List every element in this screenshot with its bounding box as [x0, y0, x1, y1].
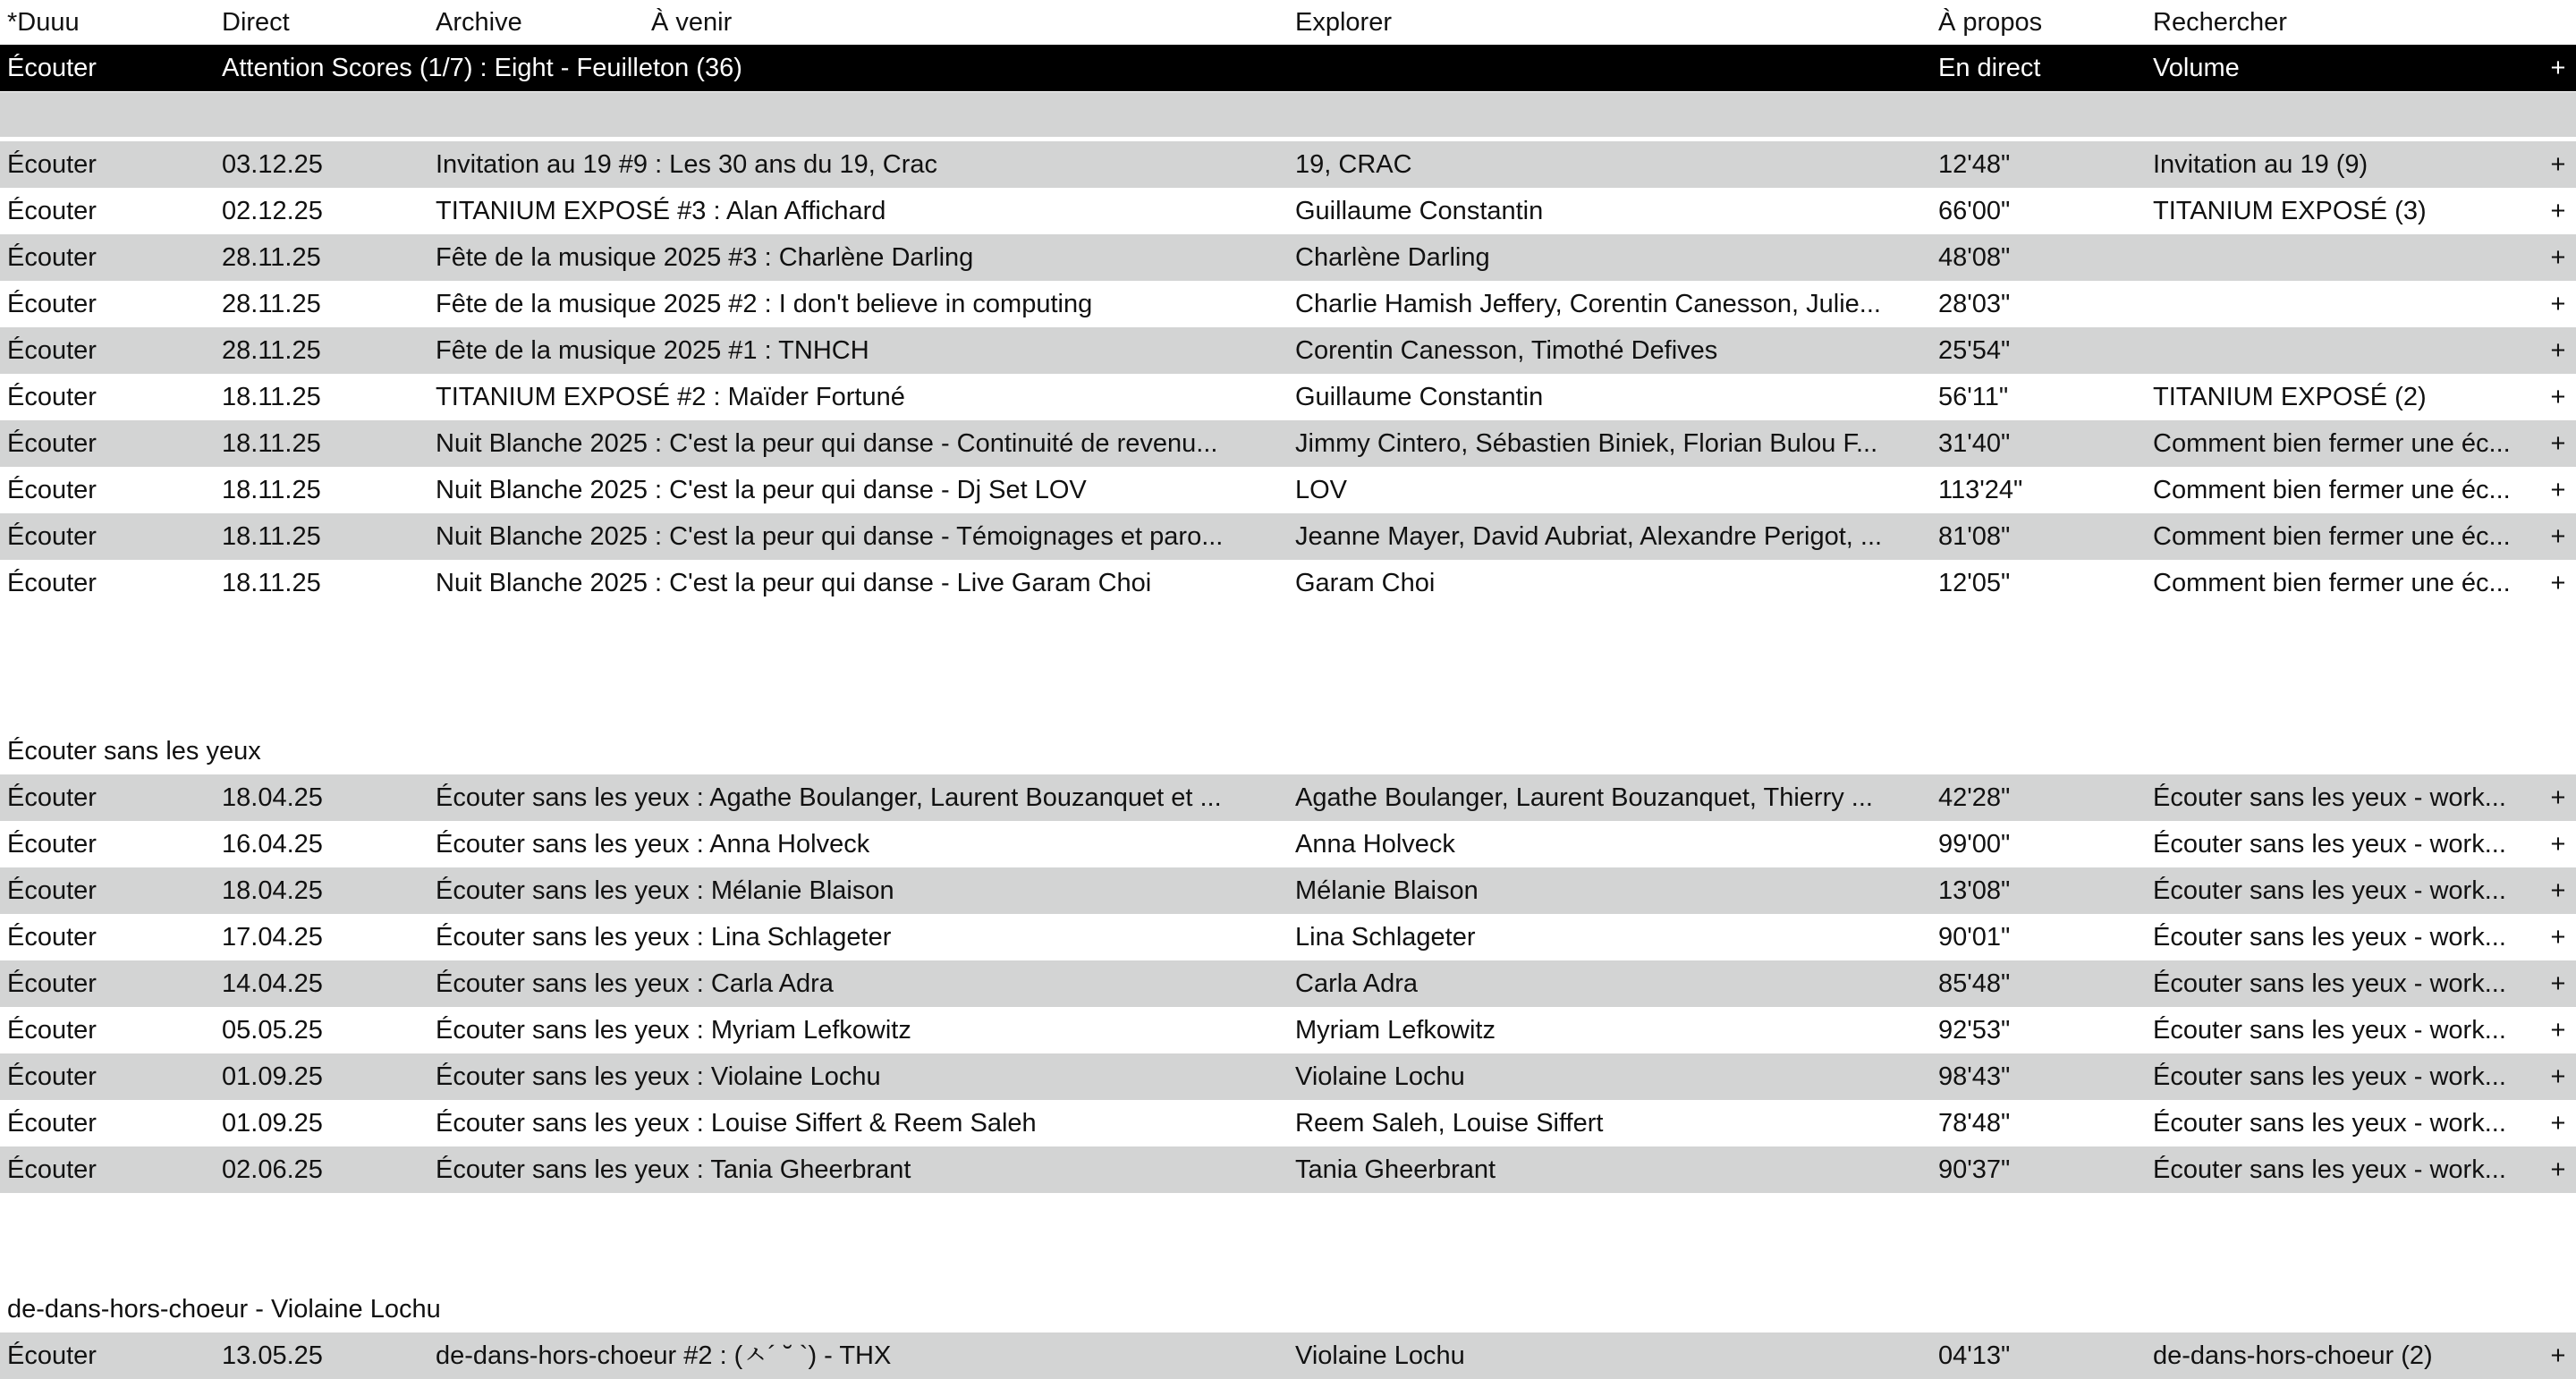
- episode-series[interactable]: de-dans-hors-choeur (2): [2153, 1341, 2433, 1370]
- table-row: [0, 374, 2576, 420]
- listen-button[interactable]: Écouter: [7, 243, 97, 272]
- episode-series[interactable]: Écouter sans les yeux - work...: [2153, 1062, 2506, 1091]
- episode-duration: 92'53": [1938, 1016, 2011, 1045]
- table-row: [0, 1146, 2576, 1193]
- add-button[interactable]: +: [2550, 150, 2566, 179]
- episode-duration: 48'08": [1938, 243, 2011, 272]
- episode-title[interactable]: Écouter sans les yeux : Agathe Boulanger, Laurent Bouzanquet et ...: [436, 783, 1222, 812]
- listen-button[interactable]: Écouter: [7, 1016, 97, 1045]
- episode-duration: 90'37": [1938, 1155, 2011, 1184]
- add-button[interactable]: +: [2550, 876, 2566, 905]
- listen-button[interactable]: Écouter: [7, 923, 97, 952]
- episode-date: 03.12.25: [222, 150, 323, 179]
- episode-duration: 85'48": [1938, 969, 2011, 998]
- table-row: [0, 1007, 2576, 1053]
- episode-artists[interactable]: Violaine Lochu: [1295, 1341, 1465, 1370]
- episode-title[interactable]: Écouter sans les yeux : Tania Gheerbrant: [436, 1155, 911, 1184]
- episode-date: 28.11.25: [222, 290, 321, 318]
- add-button[interactable]: +: [2550, 383, 2566, 411]
- table-row: [0, 774, 2576, 821]
- section-de-dans-hors-choeur: [0, 1286, 2576, 1379]
- player-bar: [0, 45, 2576, 91]
- episode-title[interactable]: Invitation au 19 #9 : Les 30 ans du 19, Crac: [436, 150, 938, 179]
- episode-title[interactable]: Nuit Blanche 2025 : C'est la peur qui danse - Live Garam Choi: [436, 569, 1152, 597]
- table-row: [0, 234, 2576, 281]
- recent-episodes-list: [0, 141, 2576, 606]
- section-gap: [0, 1193, 2576, 1286]
- nav-upcoming-link[interactable]: À venir: [651, 8, 733, 37]
- listen-button[interactable]: Écouter: [7, 1341, 97, 1370]
- listen-button[interactable]: Écouter: [7, 1109, 97, 1138]
- table-row: [0, 513, 2576, 560]
- episode-series[interactable]: Invitation au 19 (9): [2153, 150, 2368, 179]
- episode-duration: 98'43": [1938, 1062, 2011, 1091]
- episode-date: 01.09.25: [222, 1109, 323, 1138]
- episode-series[interactable]: Écouter sans les yeux - work...: [2153, 1016, 2506, 1045]
- episode-title[interactable]: Écouter sans les yeux : Myriam Lefkowitz: [436, 1016, 911, 1045]
- episode-duration: 113'24": [1938, 476, 2023, 504]
- listen-button[interactable]: Écouter: [7, 569, 97, 597]
- listen-button[interactable]: Écouter: [7, 1155, 97, 1184]
- table-row: [0, 1100, 2576, 1146]
- section-title[interactable]: de-dans-hors-choeur - Violaine Lochu: [7, 1295, 441, 1324]
- episode-artists[interactable]: Carla Adra: [1295, 969, 1419, 998]
- episode-series[interactable]: TITANIUM EXPOSÉ (3): [2153, 197, 2427, 225]
- episode-duration: 99'00": [1938, 830, 2011, 859]
- episode-series[interactable]: TITANIUM EXPOSÉ (2): [2153, 383, 2427, 411]
- episode-date: 17.04.25: [222, 923, 323, 952]
- episode-duration: 12'05": [1938, 569, 2011, 597]
- add-button[interactable]: +: [2550, 1062, 2566, 1091]
- episode-artists[interactable]: Myriam Lefkowitz: [1295, 1016, 1496, 1045]
- episode-title[interactable]: Écouter sans les yeux : Violaine Lochu: [436, 1062, 881, 1091]
- episode-title[interactable]: Écouter sans les yeux : Louise Siffert & Reem Saleh: [436, 1109, 1037, 1138]
- episode-series[interactable]: Comment bien fermer une éc...: [2153, 429, 2511, 458]
- episode-artists[interactable]: Guillaume Constantin: [1295, 383, 1544, 411]
- add-button[interactable]: +: [2550, 783, 2566, 812]
- episode-artists[interactable]: Charlène Darling: [1295, 243, 1490, 272]
- episode-date: 14.04.25: [222, 969, 323, 998]
- episode-series[interactable]: Comment bien fermer une éc...: [2153, 476, 2511, 504]
- table-row: [0, 1332, 2576, 1379]
- episode-date: 02.06.25: [222, 1155, 323, 1184]
- player-listen-button[interactable]: Écouter: [7, 54, 97, 82]
- episode-artists[interactable]: 19, CRAC: [1295, 150, 1412, 179]
- episode-artists[interactable]: Violaine Lochu: [1295, 1062, 1465, 1091]
- episode-duration: 13'08": [1938, 876, 2011, 905]
- table-row: [0, 560, 2576, 606]
- site-logo-link[interactable]: *Duuu: [7, 8, 80, 37]
- episode-date: 28.11.25: [222, 336, 321, 365]
- add-button[interactable]: +: [2550, 923, 2566, 952]
- episode-title[interactable]: Nuit Blanche 2025 : C'est la peur qui danse - Continuité de revenu...: [436, 429, 1218, 458]
- episode-artists[interactable]: LOV: [1295, 476, 1348, 504]
- episode-date: 28.11.25: [222, 243, 321, 272]
- listen-button[interactable]: Écouter: [7, 290, 97, 318]
- episode-title[interactable]: Écouter sans les yeux : Mélanie Blaison: [436, 876, 894, 905]
- listen-button[interactable]: Écouter: [7, 476, 97, 504]
- episode-title[interactable]: de-dans-hors-choeur #2 : (ㅅ´ ˘ `) - THX: [436, 1341, 892, 1370]
- section-ecouter-sans-les-yeux: [0, 728, 2576, 1193]
- player-volume-control[interactable]: Volume: [2153, 54, 2240, 82]
- episode-series[interactable]: Écouter sans les yeux - work...: [2153, 1155, 2506, 1184]
- episode-series[interactable]: Écouter sans les yeux - work...: [2153, 923, 2506, 952]
- add-button[interactable]: +: [2550, 1341, 2566, 1370]
- episode-date: 18.11.25: [222, 569, 321, 597]
- nav-explore-link[interactable]: Explorer: [1295, 8, 1392, 37]
- table-row: [0, 467, 2576, 513]
- episode-series[interactable]: Écouter sans les yeux - work...: [2153, 830, 2506, 859]
- player-live-button[interactable]: En direct: [1938, 54, 2041, 82]
- episode-artists[interactable]: Charlie Hamish Jeffery, Corentin Canesson, Julie...: [1295, 290, 1881, 318]
- table-row: [0, 420, 2576, 467]
- add-button[interactable]: +: [2550, 429, 2566, 458]
- player-now-playing-title: Attention Scores (1/7) : Eight - Feuilleton (36): [222, 54, 742, 82]
- episode-series[interactable]: Écouter sans les yeux - work...: [2153, 783, 2506, 812]
- episode-series[interactable]: Comment bien fermer une éc...: [2153, 569, 2511, 597]
- listen-button[interactable]: Écouter: [7, 150, 97, 179]
- episode-title[interactable]: Fête de la musique 2025 #3 : Charlène Darling: [436, 243, 974, 272]
- episode-title[interactable]: TITANIUM EXPOSÉ #3 : Alan Affichard: [436, 197, 886, 225]
- episode-duration: 25'54": [1938, 336, 2011, 365]
- nav-about-link[interactable]: À propos: [1938, 8, 2043, 37]
- episode-date: 05.05.25: [222, 1016, 323, 1045]
- nav-search-link[interactable]: Rechercher: [2153, 8, 2287, 37]
- episode-title[interactable]: Nuit Blanche 2025 : C'est la peur qui danse - Dj Set LOV: [436, 476, 1087, 504]
- table-row: [0, 914, 2576, 960]
- nav-direct-link[interactable]: Direct: [222, 8, 290, 37]
- episode-date: 18.11.25: [222, 383, 321, 411]
- episode-artists[interactable]: Jeanne Mayer, David Aubriat, Alexandre Perigot, ...: [1295, 522, 1883, 551]
- episode-title[interactable]: Fête de la musique 2025 #2 : I don't believe in computing: [436, 290, 1093, 318]
- add-button[interactable]: +: [2550, 1109, 2566, 1138]
- episode-date: 18.11.25: [222, 522, 321, 551]
- episode-artists[interactable]: Lina Schlageter: [1295, 923, 1476, 952]
- add-button[interactable]: +: [2550, 830, 2566, 859]
- top-navigation: [0, 0, 2576, 45]
- episode-artists[interactable]: Garam Choi: [1295, 569, 1436, 597]
- section-title[interactable]: Écouter sans les yeux: [7, 737, 261, 766]
- episode-title[interactable]: Nuit Blanche 2025 : C'est la peur qui danse - Témoignages et paro...: [436, 522, 1224, 551]
- episode-duration: 78'48": [1938, 1109, 2011, 1138]
- episode-artists[interactable]: Mélanie Blaison: [1295, 876, 1479, 905]
- episode-title[interactable]: Écouter sans les yeux : Anna Holveck: [436, 830, 870, 859]
- episode-date: 13.05.25: [222, 1341, 323, 1370]
- add-button[interactable]: +: [2550, 243, 2566, 272]
- add-button[interactable]: +: [2550, 290, 2566, 318]
- listen-button[interactable]: Écouter: [7, 383, 97, 411]
- episode-duration: 56'11": [1938, 383, 2009, 411]
- add-button[interactable]: +: [2550, 476, 2566, 504]
- listen-button[interactable]: Écouter: [7, 876, 97, 905]
- episode-title[interactable]: Écouter sans les yeux : Lina Schlageter: [436, 923, 892, 952]
- table-row: [0, 281, 2576, 327]
- episode-series[interactable]: Écouter sans les yeux - work...: [2153, 1109, 2506, 1138]
- episode-series[interactable]: Écouter sans les yeux - work...: [2153, 876, 2506, 905]
- table-row: [0, 188, 2576, 234]
- episode-series[interactable]: Écouter sans les yeux - work...: [2153, 969, 2506, 998]
- section-gap: [0, 606, 2576, 728]
- add-button[interactable]: +: [2550, 197, 2566, 225]
- episode-duration: 90'01": [1938, 923, 2011, 952]
- episode-title[interactable]: Fête de la musique 2025 #1 : TNHCH: [436, 336, 869, 365]
- listen-button[interactable]: Écouter: [7, 1062, 97, 1091]
- episode-artists[interactable]: Anna Holveck: [1295, 830, 1455, 859]
- episode-series[interactable]: Comment bien fermer une éc...: [2153, 522, 2511, 551]
- episode-artists[interactable]: Agathe Boulanger, Laurent Bouzanquet, Thierry ...: [1295, 783, 1873, 812]
- episode-date: 18.04.25: [222, 876, 323, 905]
- player-spacer: [0, 92, 2576, 137]
- episode-artists[interactable]: Tania Gheerbrant: [1295, 1155, 1496, 1184]
- episode-date: 18.04.25: [222, 783, 323, 812]
- listen-button[interactable]: Écouter: [7, 336, 97, 365]
- listen-button[interactable]: Écouter: [7, 197, 97, 225]
- episode-artists[interactable]: Corentin Canesson, Timothé Defives: [1295, 336, 1718, 365]
- table-row: [0, 821, 2576, 867]
- episode-artists[interactable]: Reem Saleh, Louise Siffert: [1295, 1109, 1604, 1138]
- table-row: [0, 1053, 2576, 1100]
- episode-duration: 04'13": [1938, 1341, 2011, 1370]
- add-button[interactable]: +: [2550, 522, 2566, 551]
- episode-date: 02.12.25: [222, 197, 323, 225]
- episode-title[interactable]: Écouter sans les yeux : Carla Adra: [436, 969, 834, 998]
- player-expand-button[interactable]: +: [2550, 54, 2566, 82]
- episode-title[interactable]: TITANIUM EXPOSÉ #2 : Maïder Fortuné: [436, 383, 905, 411]
- add-button[interactable]: +: [2550, 569, 2566, 597]
- episode-date: 18.11.25: [222, 429, 321, 458]
- episode-duration: 28'03": [1938, 290, 2011, 318]
- episode-duration: 12'48": [1938, 150, 2011, 179]
- episode-duration: 81'08": [1938, 522, 2011, 551]
- table-row: [0, 141, 2576, 188]
- episode-date: 18.11.25: [222, 476, 321, 504]
- listen-button[interactable]: Écouter: [7, 969, 97, 998]
- nav-archive-link[interactable]: Archive: [436, 8, 522, 37]
- episode-artists[interactable]: Jimmy Cintero, Sébastien Biniek, Florian Bulou F...: [1295, 429, 1878, 458]
- episode-duration: 31'40": [1938, 429, 2011, 458]
- listen-button[interactable]: Écouter: [7, 783, 97, 812]
- table-row: [0, 867, 2576, 914]
- table-row: [0, 960, 2576, 1007]
- add-button[interactable]: +: [2550, 1155, 2566, 1184]
- episode-duration: 66'00": [1938, 197, 2011, 225]
- table-row: [0, 327, 2576, 374]
- episode-date: 16.04.25: [222, 830, 323, 859]
- episode-duration: 42'28": [1938, 783, 2011, 812]
- add-button[interactable]: +: [2550, 1016, 2566, 1045]
- listen-button[interactable]: Écouter: [7, 522, 97, 551]
- add-button[interactable]: +: [2550, 336, 2566, 365]
- episode-artists[interactable]: Guillaume Constantin: [1295, 197, 1544, 225]
- listen-button[interactable]: Écouter: [7, 830, 97, 859]
- add-button[interactable]: +: [2550, 969, 2566, 998]
- episode-date: 01.09.25: [222, 1062, 323, 1091]
- listen-button[interactable]: Écouter: [7, 429, 97, 458]
